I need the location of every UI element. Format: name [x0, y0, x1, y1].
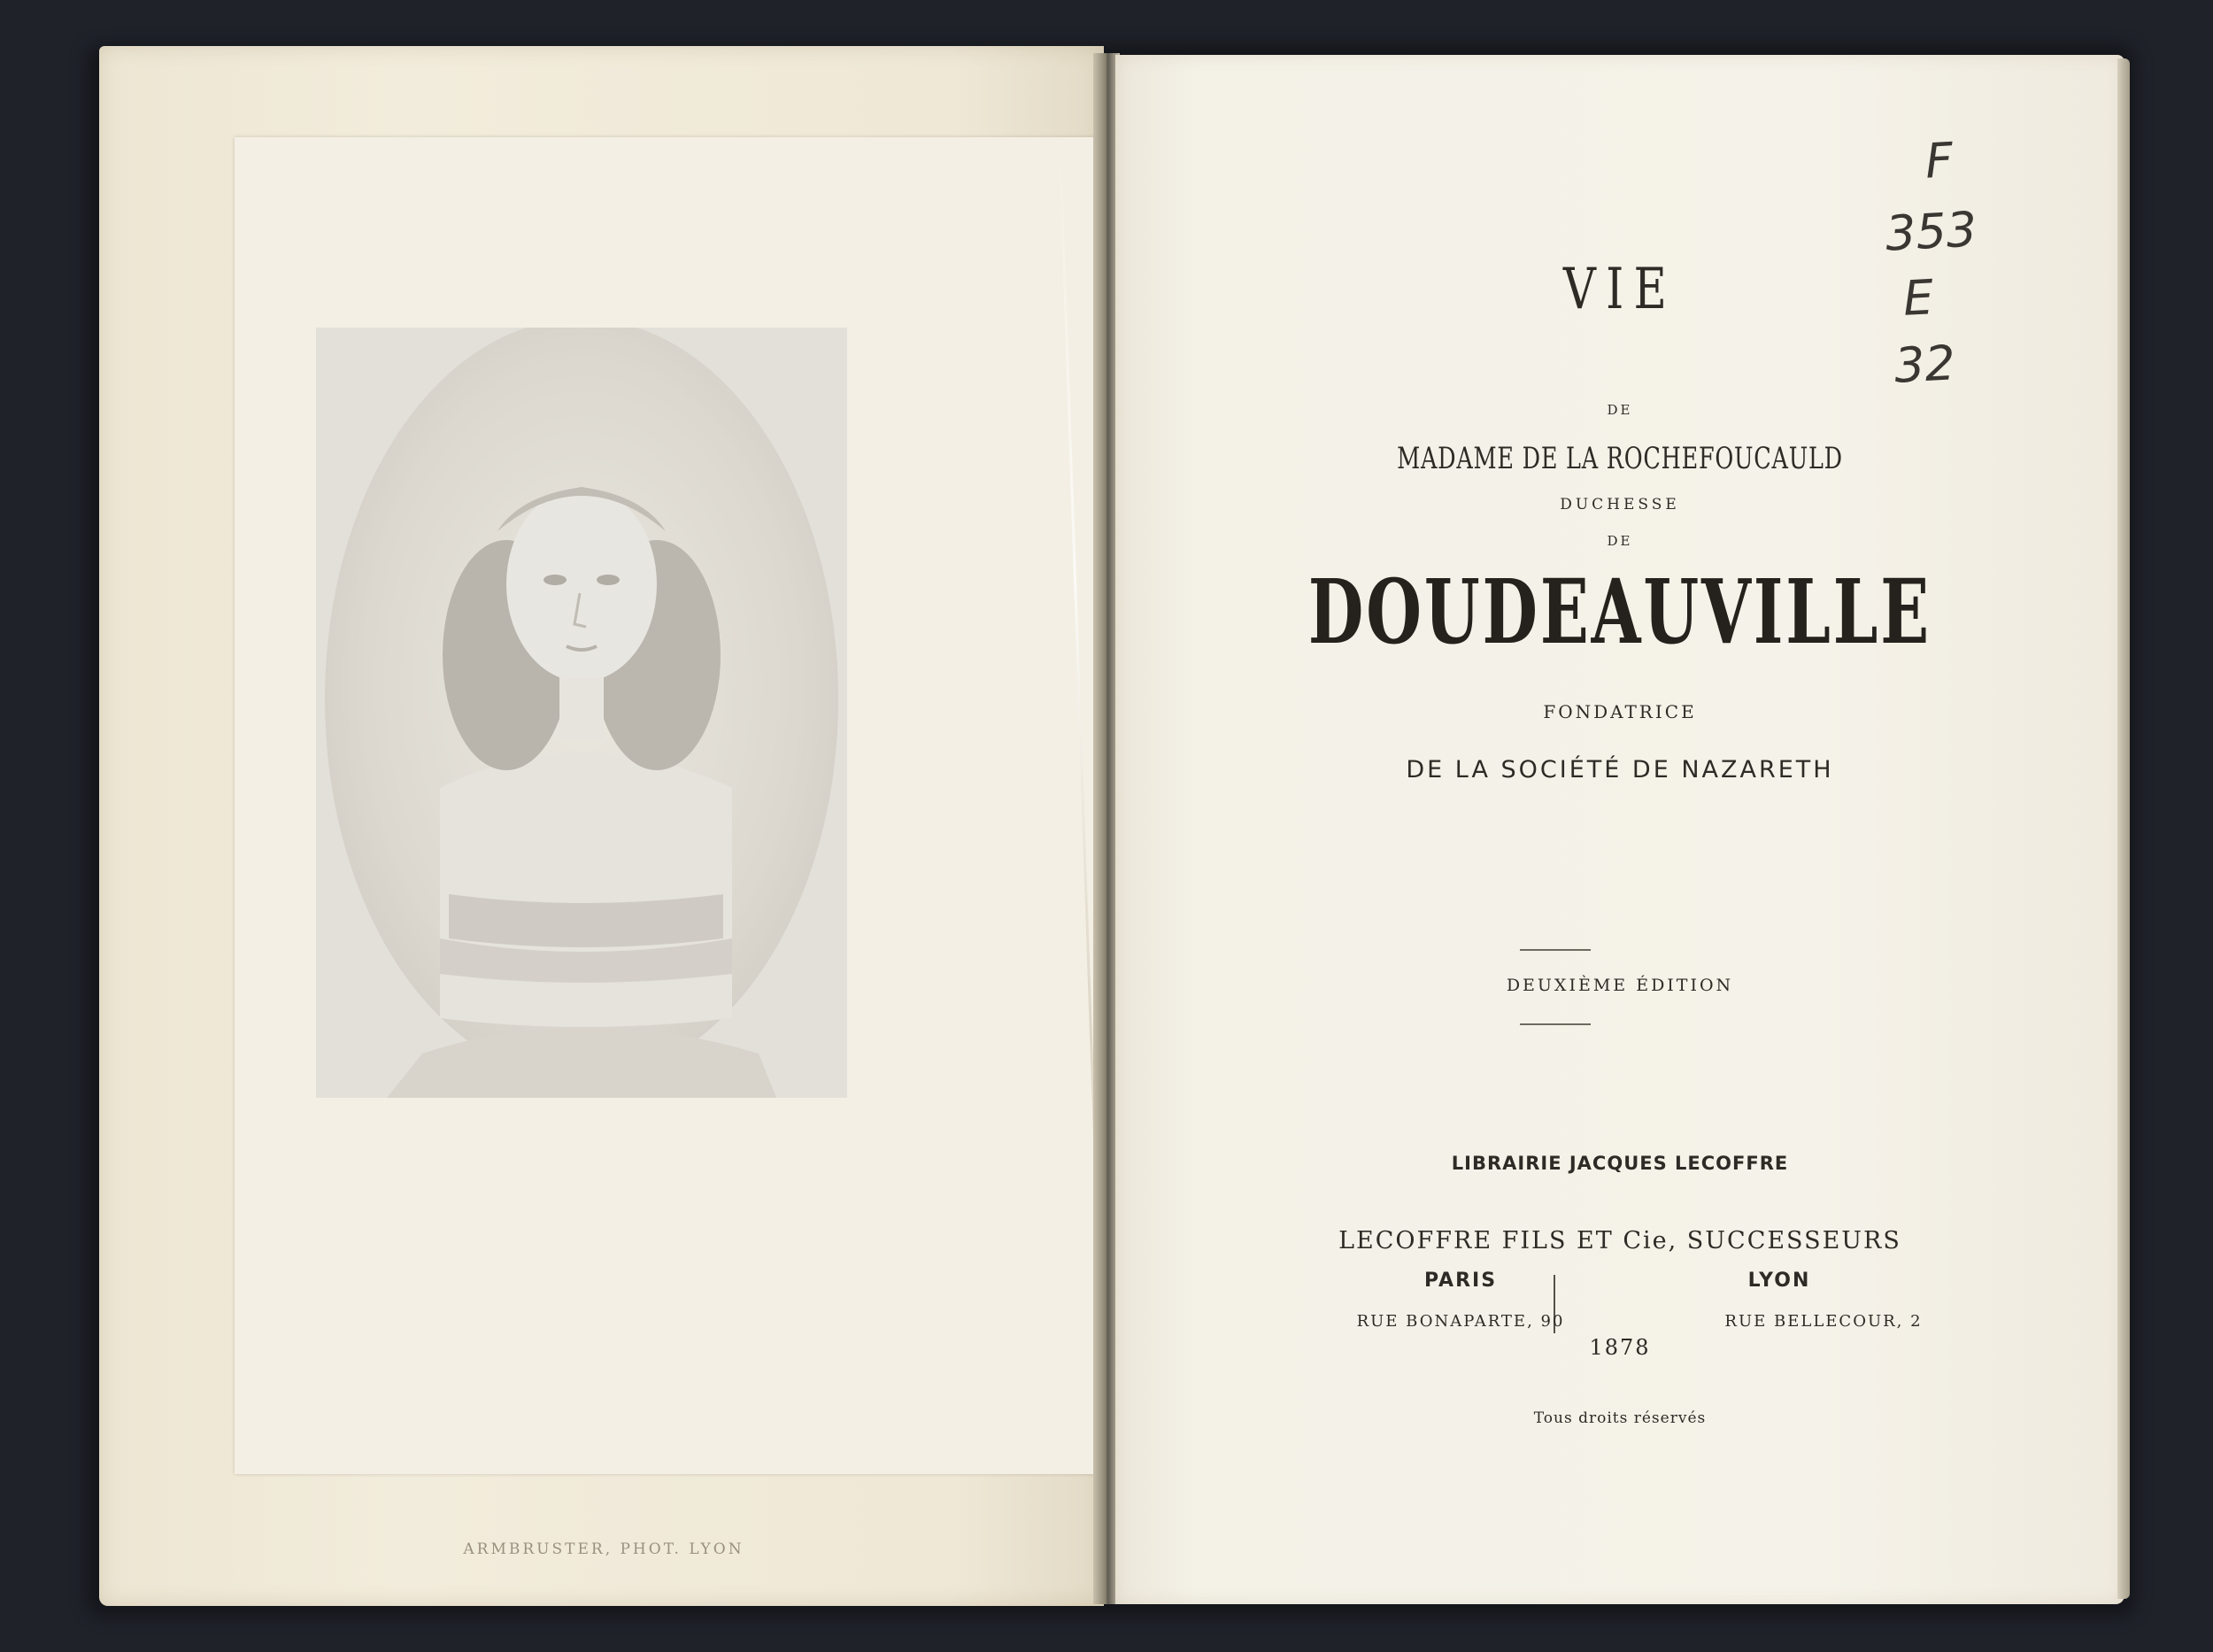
publication-year: 1878 — [1589, 1335, 1651, 1360]
title-doudeauville: DOUDEAUVILLE — [1307, 560, 1932, 664]
call-number-line-4: 32 — [1893, 335, 1957, 394]
divider-bottom — [1520, 1023, 1591, 1025]
portrait-image — [316, 328, 847, 1098]
title-madame: MADAME DE LA ROCHEFOUCAULD — [1397, 441, 1843, 476]
title-page — [1115, 55, 2124, 1604]
call-number-line-2: 353 — [1884, 201, 1978, 262]
call-number-line-3: E — [1901, 269, 1935, 327]
title-vie: VIE — [1562, 257, 1677, 322]
address-paris: RUE BONAPARTE, 90 — [1356, 1312, 1565, 1331]
publisher-name: LIBRAIRIE JACQUES LECOFFRE — [1451, 1153, 1789, 1174]
divider-top — [1520, 949, 1591, 951]
page-edge — [2117, 58, 2130, 1599]
left-page-frontispiece — [99, 46, 1104, 1606]
title-duchesse: DUCHESSE — [1560, 496, 1680, 513]
title-societe: DE LA SOCIÉTÉ DE NAZARETH — [1406, 756, 1834, 784]
city-lyon: LYON — [1747, 1270, 1811, 1292]
portrait-photograph — [316, 328, 847, 1098]
city-paris: PARIS — [1423, 1270, 1498, 1292]
address-lyon: RUE BELLECOUR, 2 — [1724, 1312, 1923, 1331]
call-number-line-1: F — [1924, 132, 1955, 189]
publisher-successors: LECOFFRE FILS ET Cie, SUCCESSEURS — [1338, 1227, 1901, 1254]
edition-label: DEUXIÈME ÉDITION — [1506, 976, 1734, 995]
title-de-2: DE — [1607, 533, 1633, 549]
title-de-1: DE — [1607, 402, 1633, 418]
title-fondatrice: FONDATRICE — [1543, 701, 1697, 722]
photo-credit: ARMBRUSTER, PHOT. LYON — [463, 1540, 744, 1558]
rights-notice: Tous droits réservés — [1533, 1409, 1707, 1427]
